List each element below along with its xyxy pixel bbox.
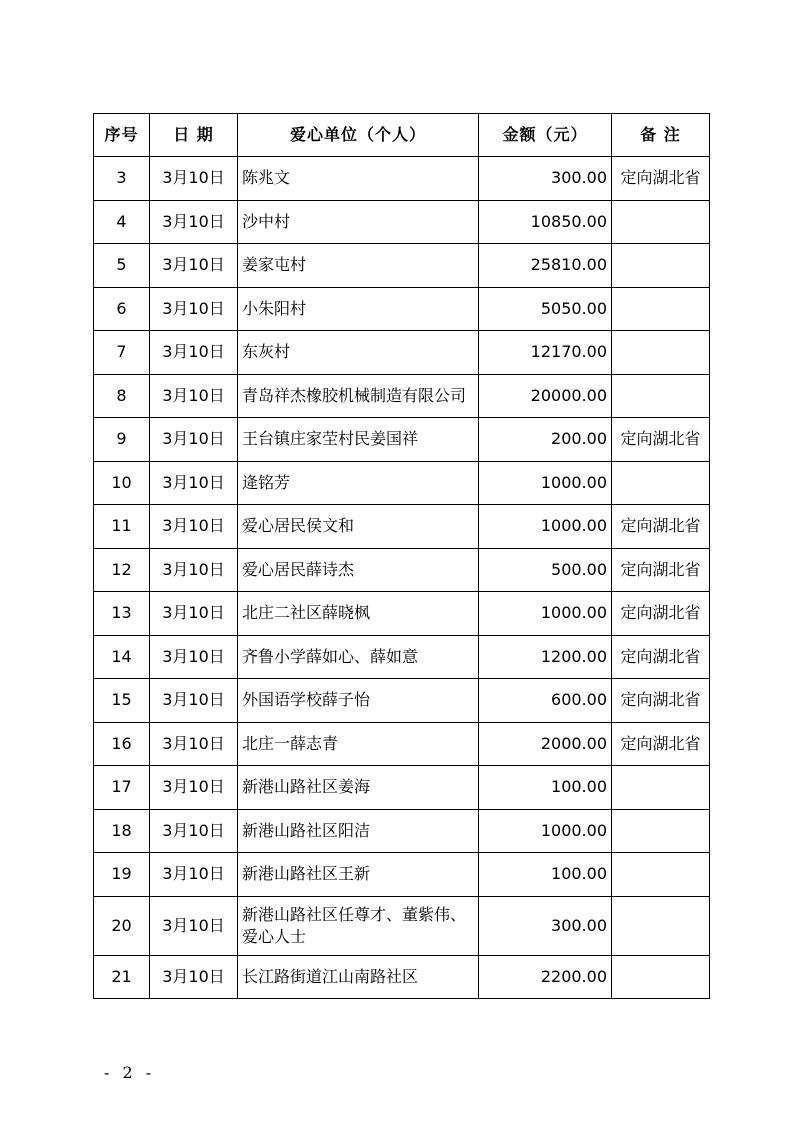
cell-donor: 小朱阳村	[238, 287, 479, 331]
cell-donor: 爱心居民侯文和	[238, 505, 479, 549]
table-row	[94, 809, 710, 853]
cell-donor: 新港山路社区姜海	[238, 766, 479, 810]
table-row	[94, 287, 710, 331]
table-row	[94, 200, 710, 244]
cell-note: 定向湖北省	[612, 418, 710, 462]
cell-seq: 13	[94, 592, 150, 636]
cell-donor: 长江路街道江山南路社区	[238, 955, 479, 999]
cell-amount: 1200.00	[479, 635, 612, 679]
cell-note	[612, 809, 710, 853]
header-donor: 爱心单位（个人）	[238, 114, 479, 157]
cell-donor: 新港山路社区王新	[238, 853, 479, 897]
cell-amount: 2000.00	[479, 722, 612, 766]
cell-amount: 600.00	[479, 679, 612, 723]
cell-seq: 21	[94, 955, 150, 999]
cell-seq: 19	[94, 853, 150, 897]
cell-note	[612, 331, 710, 375]
cell-note	[612, 955, 710, 999]
table-row	[94, 418, 710, 462]
cell-seq: 14	[94, 635, 150, 679]
cell-date: 3月10日	[150, 955, 238, 999]
cell-amount: 25810.00	[479, 244, 612, 288]
cell-note	[612, 287, 710, 331]
cell-seq: 3	[94, 157, 150, 201]
cell-donor: 姜家屯村	[238, 244, 479, 288]
cell-note: 定向湖北省	[612, 505, 710, 549]
cell-seq: 5	[94, 244, 150, 288]
table-row	[94, 374, 710, 418]
cell-note	[612, 374, 710, 418]
cell-amount: 20000.00	[479, 374, 612, 418]
cell-seq: 7	[94, 331, 150, 375]
cell-date: 3月10日	[150, 461, 238, 505]
table-row	[94, 548, 710, 592]
cell-donor: 东灰村	[238, 331, 479, 375]
page-number: - 2 -	[104, 1063, 156, 1082]
header-date: 日 期	[150, 114, 238, 157]
table-row	[94, 505, 710, 549]
cell-date: 3月10日	[150, 809, 238, 853]
cell-donor: 王台镇庄家茔村民姜国祥	[238, 418, 479, 462]
cell-note: 定向湖北省	[612, 635, 710, 679]
table-row	[94, 853, 710, 897]
cell-donor: 北庄二社区薛晓枫	[238, 592, 479, 636]
table-row	[94, 722, 710, 766]
cell-donor: 齐鲁小学薛如心、薛如意	[238, 635, 479, 679]
cell-seq: 9	[94, 418, 150, 462]
cell-amount: 1000.00	[479, 592, 612, 636]
cell-seq: 15	[94, 679, 150, 723]
cell-date: 3月10日	[150, 287, 238, 331]
cell-seq: 6	[94, 287, 150, 331]
cell-donor: 新港山路社区阳洁	[238, 809, 479, 853]
table-row	[94, 679, 710, 723]
header-seq: 序号	[94, 114, 150, 157]
cell-note: 定向湖北省	[612, 548, 710, 592]
donation-table	[93, 113, 710, 999]
cell-date: 3月10日	[150, 853, 238, 897]
cell-date: 3月10日	[150, 505, 238, 549]
cell-date: 3月10日	[150, 200, 238, 244]
table-row	[94, 244, 710, 288]
cell-date: 3月10日	[150, 896, 238, 955]
cell-amount: 2200.00	[479, 955, 612, 999]
cell-amount: 12170.00	[479, 331, 612, 375]
cell-amount: 1000.00	[479, 505, 612, 549]
cell-note: 定向湖北省	[612, 592, 710, 636]
cell-note	[612, 896, 710, 955]
cell-note: 定向湖北省	[612, 679, 710, 723]
cell-amount: 1000.00	[479, 809, 612, 853]
cell-note	[612, 244, 710, 288]
table-row	[94, 766, 710, 810]
table-row	[94, 157, 710, 201]
cell-donor: 新港山路社区任尊才、董紫伟、爱心人士	[238, 896, 479, 955]
table-row	[94, 635, 710, 679]
cell-amount: 200.00	[479, 418, 612, 462]
cell-date: 3月10日	[150, 418, 238, 462]
cell-date: 3月10日	[150, 374, 238, 418]
cell-seq: 11	[94, 505, 150, 549]
cell-amount: 300.00	[479, 896, 612, 955]
cell-donor: 爱心居民薛诗杰	[238, 548, 479, 592]
cell-donor: 外国语学校薛子怡	[238, 679, 479, 723]
cell-date: 3月10日	[150, 592, 238, 636]
cell-seq: 10	[94, 461, 150, 505]
header-row	[94, 114, 710, 157]
cell-amount: 500.00	[479, 548, 612, 592]
cell-amount: 100.00	[479, 853, 612, 897]
cell-date: 3月10日	[150, 157, 238, 201]
cell-date: 3月10日	[150, 722, 238, 766]
header-note: 备 注	[612, 114, 710, 157]
cell-seq: 17	[94, 766, 150, 810]
cell-date: 3月10日	[150, 244, 238, 288]
cell-date: 3月10日	[150, 635, 238, 679]
table-row	[94, 331, 710, 375]
cell-seq: 12	[94, 548, 150, 592]
cell-note	[612, 766, 710, 810]
cell-donor: 陈兆文	[238, 157, 479, 201]
cell-note: 定向湖北省	[612, 722, 710, 766]
cell-amount: 1000.00	[479, 461, 612, 505]
table-row	[94, 955, 710, 999]
cell-seq: 18	[94, 809, 150, 853]
table-row	[94, 461, 710, 505]
cell-seq: 16	[94, 722, 150, 766]
table-row	[94, 896, 710, 955]
cell-donor: 青岛祥杰橡胶机械制造有限公司	[238, 374, 479, 418]
cell-amount: 100.00	[479, 766, 612, 810]
table-row	[94, 592, 710, 636]
cell-amount: 5050.00	[479, 287, 612, 331]
cell-seq: 4	[94, 200, 150, 244]
cell-seq: 8	[94, 374, 150, 418]
header-amount: 金额（元）	[479, 114, 612, 157]
cell-date: 3月10日	[150, 766, 238, 810]
cell-date: 3月10日	[150, 548, 238, 592]
cell-date: 3月10日	[150, 679, 238, 723]
cell-donor: 沙中村	[238, 200, 479, 244]
cell-note	[612, 461, 710, 505]
cell-date: 3月10日	[150, 331, 238, 375]
cell-note: 定向湖北省	[612, 157, 710, 201]
cell-note	[612, 853, 710, 897]
table-body	[94, 157, 710, 999]
cell-amount: 10850.00	[479, 200, 612, 244]
cell-note	[612, 200, 710, 244]
cell-seq: 20	[94, 896, 150, 955]
cell-donor: 逄铭芳	[238, 461, 479, 505]
cell-amount: 300.00	[479, 157, 612, 201]
cell-donor: 北庄一薛志青	[238, 722, 479, 766]
